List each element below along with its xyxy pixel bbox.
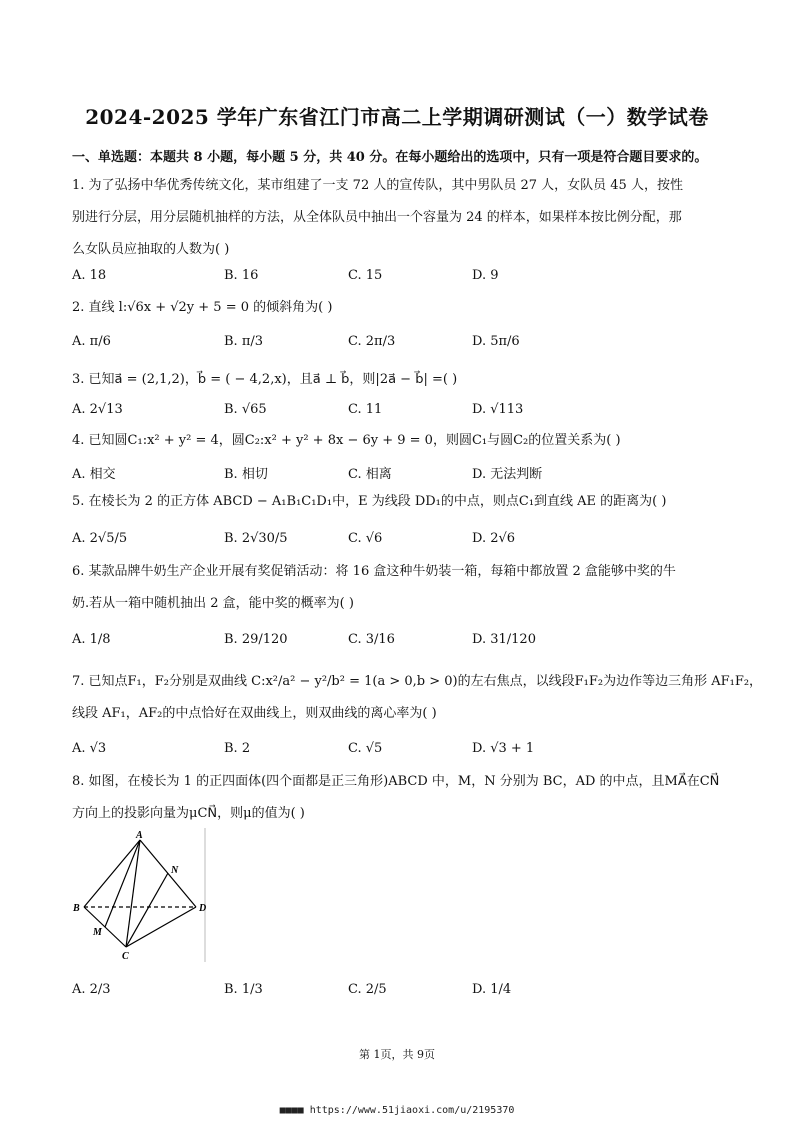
label-a: A [136, 830, 143, 841]
question-line: 1. 为了弘扬中华优秀传统文化，某市组建了一支 72 人的宣传队，其中男队员 27 人，女队员 45 人，按性 [72, 178, 683, 193]
label-n: N [171, 865, 179, 876]
option-d: D. 无法判断 [472, 467, 543, 482]
question-7 [72, 666, 763, 730]
question-1 [72, 170, 722, 266]
label-c: C [122, 951, 129, 962]
option-b: B. 2 [224, 741, 251, 756]
option-a: A. √3 [72, 741, 107, 756]
question-line: 2. 直线 l:√6x + √2y + 5 = 0 的倾斜角为( ) [72, 300, 333, 315]
question-4 [72, 425, 722, 457]
question-3 [72, 364, 722, 396]
option-b: B. 29/120 [224, 632, 288, 647]
label-m: M [93, 927, 102, 938]
page-footer: 第 1页，共 9页 [359, 1048, 435, 1061]
option-c: C. 相离 [348, 467, 392, 482]
option-b: B. π/3 [224, 334, 264, 349]
option-d: D. 31/120 [472, 632, 536, 647]
question-line: 3. 已知a⃗ = (2,1,2)，b⃗ = ( − 4,2,x)，且a⃗ ⊥ b⃗，则|2a⃗ − b⃗| =( ) [72, 372, 458, 387]
option-b: B. √65 [224, 402, 267, 417]
option-d: D. 2√6 [472, 531, 516, 546]
question-line: 6. 某款品牌牛奶生产企业开展有奖促销活动：将 16 盒这种牛奶装一箱，每箱中都放置 2 盒能够中奖的牛 [72, 564, 676, 579]
question-line: 方向上的投影向量为μCN⃗，则μ的值为( ) [72, 806, 305, 821]
option-b: B. 2√30/5 [224, 531, 288, 546]
option-b: B. 1/3 [224, 982, 263, 997]
option-a: A. 18 [72, 268, 107, 283]
question-6 [72, 556, 722, 620]
option-a: A. 2/3 [72, 982, 111, 997]
option-a: A. 相交 [72, 467, 116, 482]
label-d: D [199, 903, 207, 914]
edge-cd [126, 907, 196, 947]
option-a: A. 1/8 [72, 632, 111, 647]
option-c: C. √6 [348, 531, 383, 546]
edge-ab [84, 840, 140, 907]
option-a: A. 2√5/5 [72, 531, 128, 546]
question-line: 4. 已知圆C₁:x² + y² = 4，圆C₂:x² + y² + 8x − 6y + 9 = 0，则圆C₁与圆C₂的位置关系为( ) [72, 433, 621, 448]
option-c: C. 3/16 [348, 632, 395, 647]
option-b: B. 16 [224, 268, 259, 283]
option-d: D. 9 [472, 268, 499, 283]
option-c: C. √5 [348, 741, 383, 756]
question-line: 线段 AF₁，AF₂的中点恰好在双曲线上，则双曲线的离心率为( ) [72, 706, 437, 721]
options-q5 [72, 531, 722, 555]
option-c: C. 2/5 [348, 982, 387, 997]
segment-cn [126, 873, 168, 947]
question-line: 奶.若从一箱中随机抽出 2 盒，能中奖的概率为( ) [72, 596, 354, 611]
section-header: 一、单选题：本题共 8 小题，每小题 5 分，共 40 分。在每小题给出的选项中，只有一项是符合题目要求的。 [72, 150, 708, 165]
option-c: C. 2π/3 [348, 334, 396, 349]
option-d: D. √113 [472, 402, 524, 417]
option-b: B. 相切 [224, 467, 268, 482]
options-q3 [72, 402, 722, 426]
question-8 [72, 766, 722, 830]
label-b: B [73, 903, 80, 914]
question-line: 么女队员应抽取的人数为( ) [72, 242, 230, 257]
option-d: D. 1/4 [472, 982, 512, 997]
question-5 [72, 486, 722, 518]
option-c: C. 15 [348, 268, 383, 283]
question-2 [72, 292, 722, 324]
options-q7 [72, 741, 722, 765]
option-a: A. 2√13 [72, 402, 123, 417]
option-a: A. π/6 [72, 334, 111, 349]
question-line: 5. 在棱长为 2 的正方体 ABCD − A₁B₁C₁D₁中，E 为线段 DD₁的中点，则点C₁到直线 AE 的距离为( ) [72, 494, 667, 509]
tetrahedron-figure [70, 828, 220, 968]
options-q8 [72, 982, 722, 1006]
options-q6 [72, 632, 722, 656]
option-d: D. 5π/6 [472, 334, 520, 349]
question-line: 别进行分层，用分层随机抽样的方法，从全体队员中抽出一个容量为 24 的样本，如果样本按比例分配，那 [72, 210, 682, 225]
option-d: D. √3 + 1 [472, 741, 535, 756]
options-q2 [72, 334, 722, 358]
question-line: 7. 已知点F₁，F₂分别是双曲线 C:x²/a² − y²/b² = 1(a > 0,b > 0)的左右焦点，以线段F₁F₂为边作等边三角形 AF₁F₂， [72, 674, 763, 689]
page-title: 2024-2025 学年广东省江门市高二上学期调研测试（一）数学试卷 [85, 105, 709, 129]
question-line: 8. 如图，在棱长为 1 的正四面体(四个面都是正三角形)ABCD 中，M，N 分别为 BC，AD 的中点，且MA⃗在CN⃗ [72, 774, 720, 789]
options-q1 [72, 268, 722, 292]
option-c: C. 11 [348, 402, 383, 417]
options-q4 [72, 463, 722, 487]
watermark-url: ■■■■ https://www.51jiaoxi.com/u/2195370 [279, 1105, 515, 1116]
